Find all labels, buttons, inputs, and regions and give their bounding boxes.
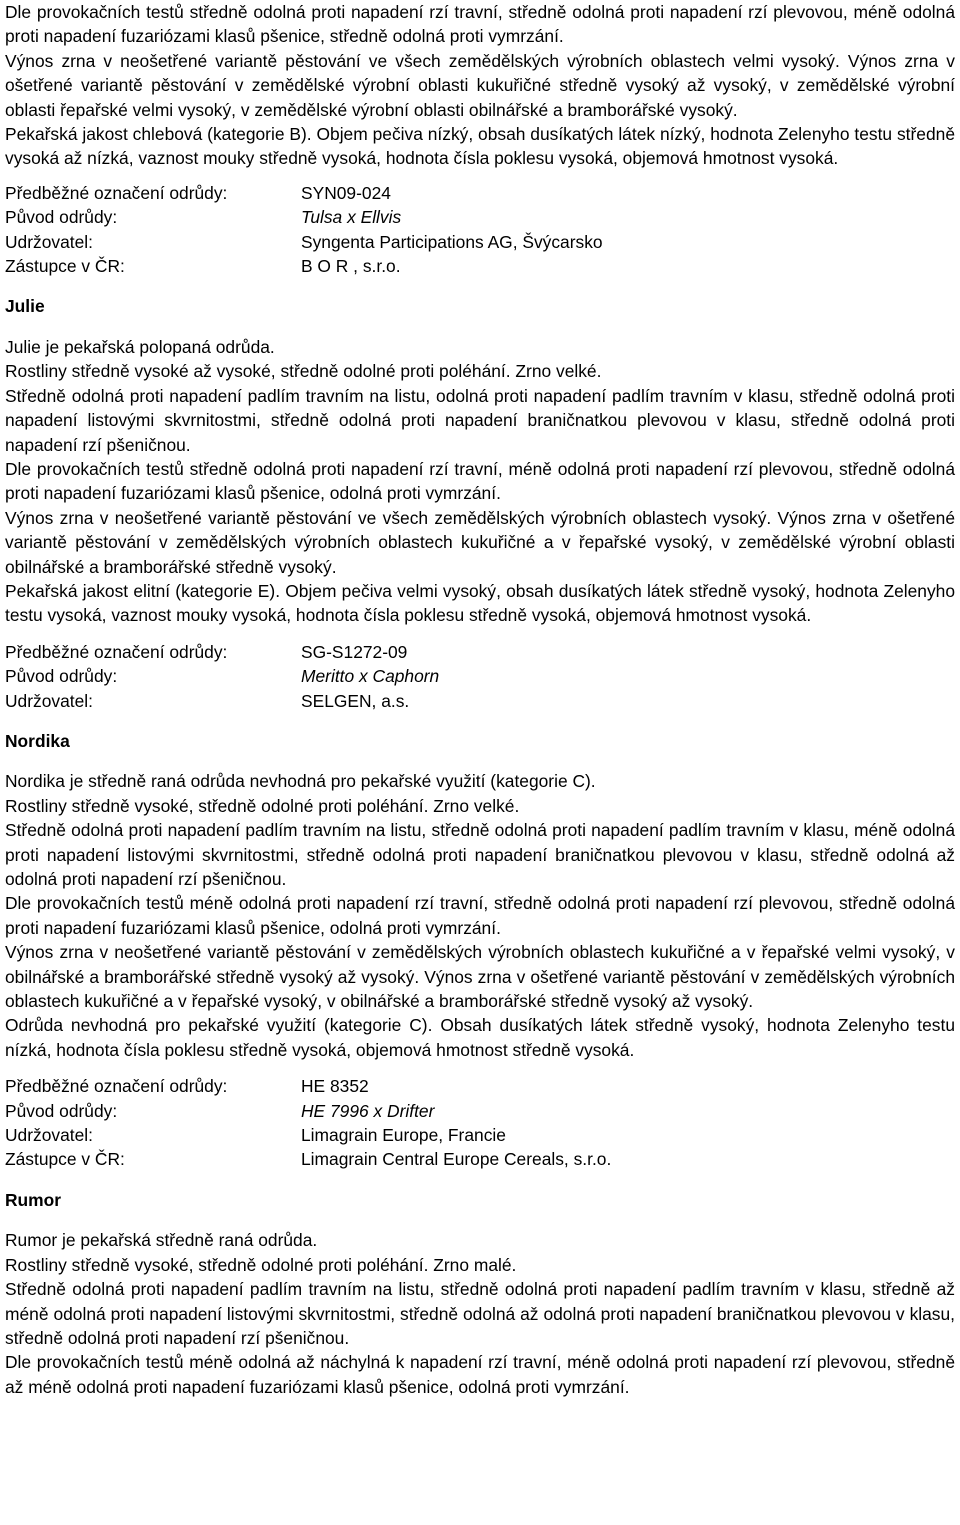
meta-value: Limagrain Central Europe Cereals, s.r.o. [301,1149,612,1170]
meta-row-designation [5,181,603,205]
meta-value: SELGEN, a.s. [301,690,410,711]
meta-label: Zástupce v ČR: [5,1149,125,1170]
intro-paragraph-yield: Výnos zrna v neošetřené variantě pěstování ve všech zemědělských výrobních oblastech velmi vysoký. Výnos zrna v ošetřené variantě pěstování v zemědělské výrobní oblasti kukuřičné středně vysoký až vysoký, v zemědělské výrobní oblasti řepařské velmi vysoký, v zemědělské výrobní oblasti obilnářské a bramborářské vysoký. [5,50,955,120]
meta-value: HE 7996 x Drifter [301,1100,435,1121]
meta-row-origin [5,205,603,229]
meta-label: Předběžné označení odrůdy: [5,641,228,662]
julie-paragraph-yield: Výnos zrna v neošetřené variantě pěstování ve všech zemědělských výrobních oblastech vysoký. Výnos zrna v ošetřené variantě pěstování v zemědělských výrobních oblastech kukuřičné a v řepařské vysoký, v zemědělské výrobní oblasti obilnářské a bramborářské středně vysoký. [5,507,955,577]
meta-label: Původ odrůdy: [5,1100,118,1121]
meta-label: Udržovatel: [5,1125,93,1146]
meta-value: Tulsa x Ellvis [301,207,402,228]
julie-paragraph-quality: Pekařská jakost elitní (kategorie E). Objem pečiva velmi vysoký, obsah dusíkatých látek středně vysoký, hodnota Zelenyho testu vysoká, vaznost mouky vysoká, hodnota čísla poklesu středně vysoká, objemová hmotnost vysoká. [5,580,955,626]
meta-label: Zástupce v ČR: [5,256,125,277]
section-title-rumor: Rumor [5,1189,62,1210]
meta-row-designation [5,1074,611,1098]
nordika-paragraph-plants: Rostliny středně vysoké, středně odolné proti poléhání. Zrno velké. [5,795,520,816]
rumor-paragraph-plants: Rostliny středně vysoké, středně odolné proti poléhání. Zrno malé. [5,1254,517,1275]
meta-label: Předběžné označení odrůdy: [5,1076,228,1097]
intro-paragraph-quality: Pekařská jakost chlebová (kategorie B). Objem pečiva nízký, obsah dusíkatých látek nízký, hodnota Zelenyho testu středně vysoká až nízká, vaznost mouky středně vysoká, hodnota čísla poklesu vysoká, objemová hmotnost vysoká. [5,124,955,169]
meta-value: B O R , s.r.o. [301,256,401,277]
julie-paragraph-plants: Rostliny středně vysoké až vysoké, středně odolné proti poléhání. Zrno velké. [5,361,602,382]
nordika-paragraph-yield: Výnos zrna v neošetřené variantě pěstování v zemědělských výrobních oblastech kukuřičné a v řepařské velmi vysoký, v obilnářské a bramborářské středně vysoký až vysoký. Výnos zrna v ošetřené variantě pěstování v zemědělských výrobních oblastech kukuřičné a v řepařské vysoký, v obilnářské a bramborářské středně vysoký až vysoký. [5,942,955,1012]
nordika-paragraph-resistance: Středně odolná proti napadení padlím travním na listu, středně odolná proti napadení padlím travním v klasu, méně odolná proti napadení listovými skvrnitostmi, středně odolná proti napadení braničnatkou plevovou v klasu, středně odolná až odolná proti napadení rzí pšeničnou. [5,820,955,889]
meta-row-maintainer [5,689,439,713]
meta-value: Limagrain Europe, Francie [301,1125,506,1146]
intro-paragraph-resistance: Dle provokačních testů středně odolná proti napadení rzí travní, středně odolná proti napadení rzí plevovou, méně odolná proti napadení fuzariózami klasů pšenice, středně odolná proti vymrzání. [5,2,955,47]
julie-paragraph-tests: Dle provokačních testů středně odolná proti napadení rzí travní, méně odolná proti napadení rzí plevovou, středně odolná proti napadení fuzariózami klasů pšenice, odolná proti vymrzání. [5,458,955,504]
rumor-paragraph-intro: Rumor je pekařská středně raná odrůda. [5,1230,318,1251]
meta-label: Udržovatel: [5,231,93,252]
meta-row-designation [5,640,439,664]
meta-value: Meritto x Caphorn [301,666,440,687]
rumor-paragraph-resistance: Středně odolná proti napadení padlím travním na listu, středně odolná proti napadení padlím travním v klasu, středně až méně odolná proti napadení listovými skvrnitostmi, středně odolná až odolná proti napadení braničnatkou plevovou v klasu, středně odolná proti napadení rzí pšeničnou. [5,1279,955,1348]
julie-paragraph-intro: Julie je pekařská polораná odrůda. [5,336,275,357]
section-title-nordika: Nordika [5,730,70,751]
section-title-julie: Julie [5,296,45,317]
meta-row-maintainer [5,1123,611,1147]
nordika-paragraph-quality: Odrůda nevhodná pro pekařské využití (kategorie C). Obsah dusíkatých látek středně vysoký, hodnota Zelenyho testu nízká, hodnota čísla poklesu středně vysoká, objemová hmotnost středně vysoká. [5,1015,955,1060]
julie-variety-meta [5,640,439,713]
meta-value: HE 8352 [301,1076,369,1097]
nordika-paragraph-tests: Dle provokačních testů méně odolná proti napadení rzí travní, středně odolná proti napadení rzí plevovou, středně odolná proti napadení fuzariózami klasů pšenice, odolná proti vymrzání. [5,893,955,938]
meta-row-maintainer [5,230,603,254]
intro-variety-meta [5,181,603,279]
meta-row-representative [5,1147,611,1171]
meta-label: Předběžné označení odrůdy: [5,182,228,203]
meta-value: Syngenta Participations AG, Švýcarsko [301,231,603,252]
meta-label: Původ odrůdy: [5,666,118,687]
meta-label: Udržovatel: [5,690,93,711]
meta-value: SG-S1272-09 [301,641,408,662]
nordika-variety-meta [5,1074,611,1172]
meta-row-origin [5,664,439,688]
meta-row-origin [5,1099,611,1123]
meta-row-representative [5,254,603,278]
meta-value: SYN09-024 [301,182,391,203]
nordika-paragraph-intro: Nordika je středně raná odrůda nevhodná pro pekařské využití (kategorie C). [5,771,596,792]
meta-label: Původ odrůdy: [5,207,118,228]
julie-paragraph-resistance: Středně odolná proti napadení padlím travním na listu, odolná proti napadení padlím travním v klasu, středně odolná proti napadení listovými skvrnitostmi, středně odolná proti napadení braničnatkou plevovou v klasu, středně odolná proti napadení rzí pšeničnou. [5,385,955,455]
rumor-paragraph-tests: Dle provokačních testů méně odolná až náchylná k napadení rzí travní, méně odolná proti napadení rzí plevovou, středně až méně odolná proti napadení fuzariózami klasů pšenice, odolná proti vymrzání. [5,1352,955,1397]
